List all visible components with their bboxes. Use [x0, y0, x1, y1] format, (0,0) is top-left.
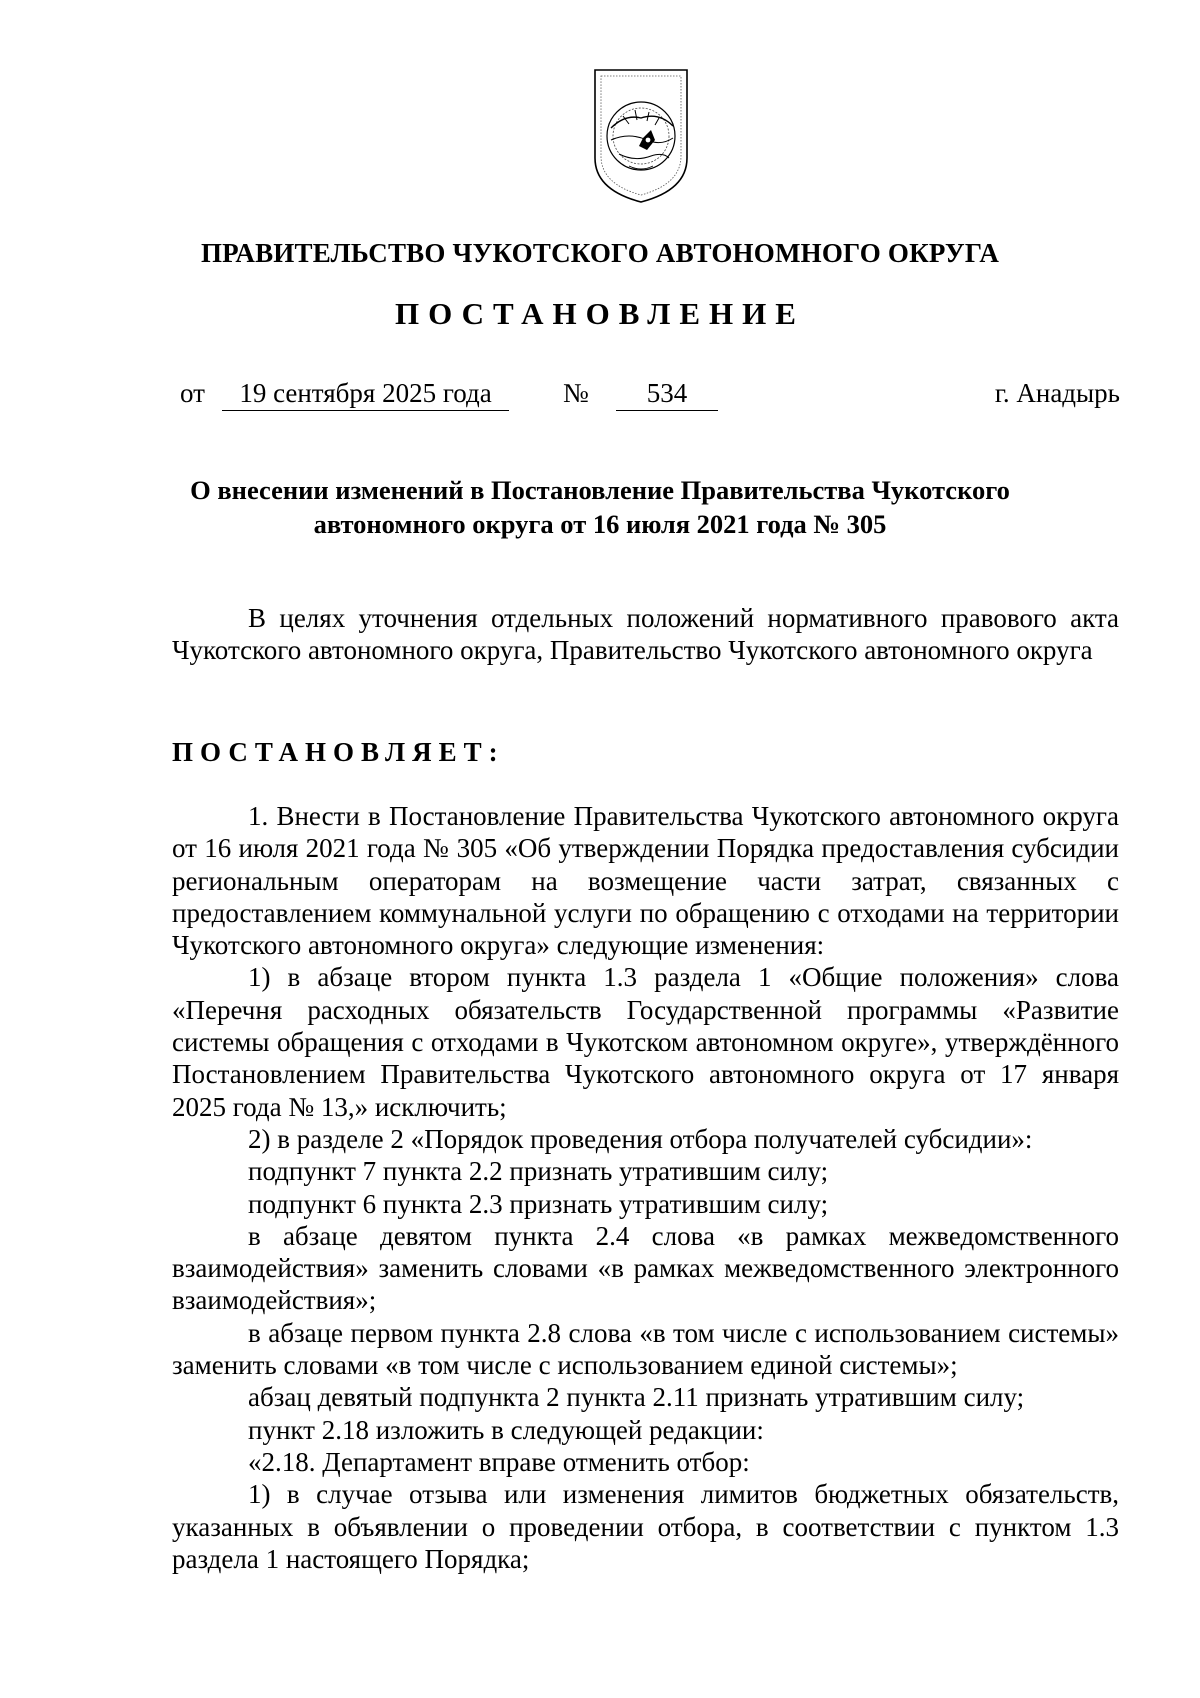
title-line-2: автономного округа от 16 июля 2021 года № 305 [313, 509, 887, 539]
document-type-heading: ПОСТАНОВЛЕНИЕ [395, 296, 805, 331]
paragraph-item-1: 1) в абзаце втором пункта 1.3 раздела 1 «Общие положения» слова «Перечня расходных обязательств Государственной программы «Развитие системы обращения с отходами в Чукотском автономном округе», утверждённого Постановлением Правительства Чукотского автономного округа от 17 января 2025 года № 13,» исключить; [172, 962, 1119, 1122]
paragraph-subitem-2-4: в абзаце девятом пункта 2.4 слова «в рамках межведомственного взаимодействия» заменить словами «в рамках межведомственного электронного взаимодействия»; [172, 1220, 1119, 1316]
document-title [0, 473, 1200, 541]
paragraph-quoted-item-1: 1) в случае отзыва или изменения лимитов бюджетных обязательств, указанных в объявлении о проведении отбора, в соответствии с пунктом 1.3 раздела 1 настоящего Порядка; [172, 1479, 1119, 1574]
coat-of-arms-icon [589, 66, 693, 206]
paragraph-subitem-2-8: в абзаце первом пункта 2.8 слова «в том числе с использованием системы» заменить словами «в том числе с использованием единой системы»; [172, 1317, 1119, 1381]
preamble-block [172, 602, 1119, 667]
paragraph-subitem-2-2: подпункт 7 пункта 2.2 признать утратившим силу; [248, 1156, 829, 1187]
place-of-issue: г. Анадырь [994, 378, 1120, 408]
document-number: 534 [616, 378, 718, 411]
paragraph-item-2: 2) в разделе 2 «Порядок проведения отбора получателей субсидии»: [248, 1123, 1033, 1154]
organization-heading: ПРАВИТЕЛЬСТВО ЧУКОТСКОГО АВТОНОМНОГО ОКРУГА [200, 238, 1000, 268]
document-date: 19 сентября 2025 года [222, 378, 509, 411]
paragraph-subitem-2-11: абзац девятый подпункта 2 пункта 2.11 признать утратившим силу; [248, 1382, 1025, 1413]
date-number-line [180, 378, 1120, 414]
number-label: № [563, 378, 589, 408]
paragraph-subitem-2-3: подпункт 6 пункта 2.3 признать утратившим силу; [248, 1188, 829, 1219]
resolve-heading: ПОСТАНОВЛЯЕТ: [172, 737, 505, 767]
paragraph-subitem-2-18: пункт 2.18 изложить в следующей редакции: [248, 1414, 764, 1445]
paragraph-quoted-2-18: «2.18. Департамент вправе отменить отбор: [248, 1446, 750, 1477]
paragraph-amend-intro: 1. Внести в Постановление Правительства Чукотского автономного округа от 16 июля 2021 года № 305 «Об утверждении Порядка предоставления субсидии региональным операторам на возмещение части затрат, связанных с предоставлением коммунальной услуги по обращению с отходами на территории Чукотского автономного округа» следующие изменения: [172, 801, 1119, 961]
operative-text [172, 800, 1119, 1575]
title-line-1: О внесении изменений в Постановление Правительства Чукотского [190, 475, 1010, 505]
preamble-paragraph: В целях уточнения отдельных положений нормативного правового акта Чукотского автономного округа, Правительство Чукотского автономного округа [172, 603, 1119, 666]
date-from-label: от [180, 378, 205, 408]
